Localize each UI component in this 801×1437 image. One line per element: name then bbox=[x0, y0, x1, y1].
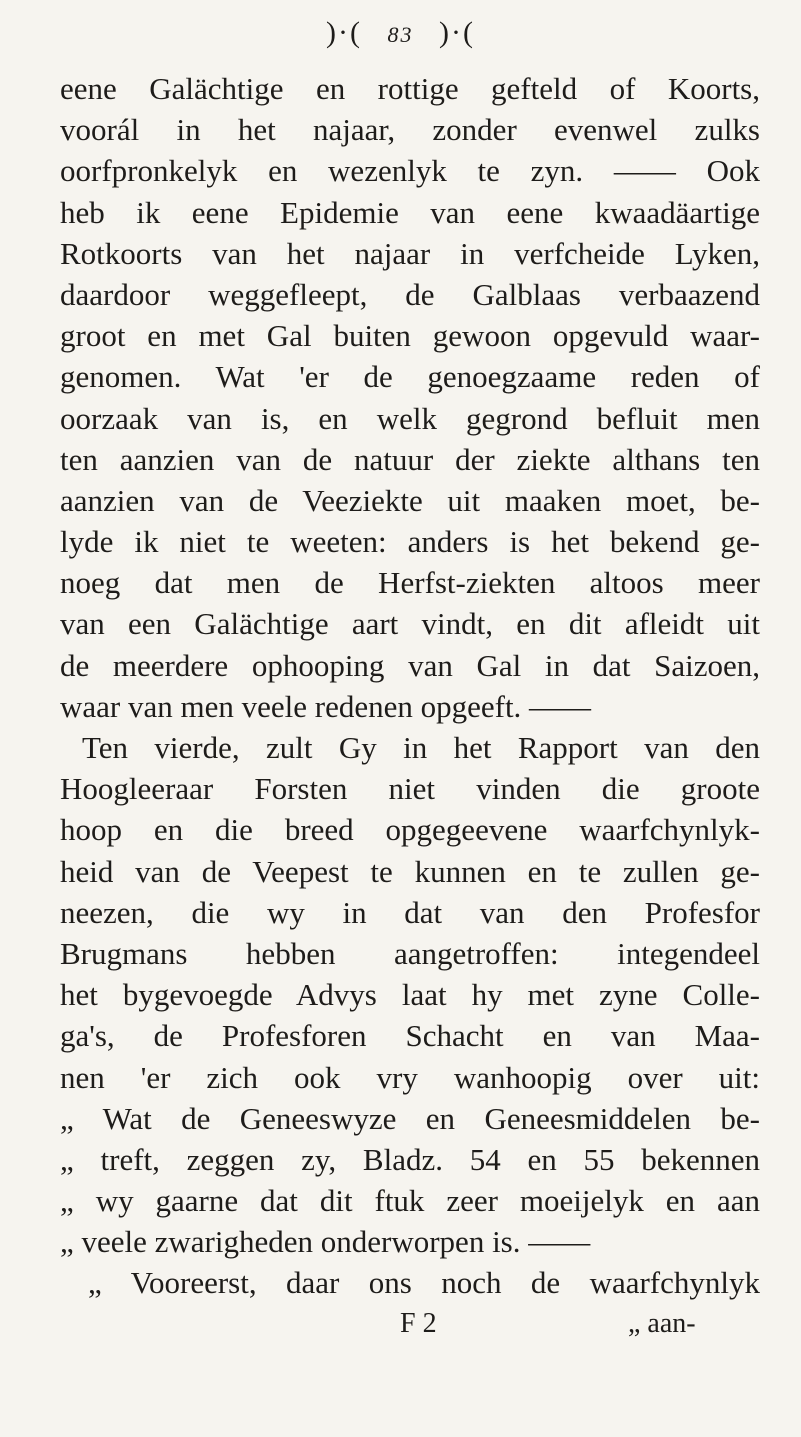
text-line: neezen, die wy in dat van den Profesfor bbox=[60, 894, 760, 930]
text-line: voorál in het najaar, zonder evenwel zulks bbox=[60, 112, 760, 148]
text-line: Rotkoorts van het najaar in verfcheide Lyken, bbox=[60, 235, 760, 271]
text-line: Ten vierde, zult Gy in het Rapport van den bbox=[82, 730, 760, 765]
body-text bbox=[60, 68, 760, 1304]
text-line: „ Wat de Geneeswyze en Geneesmiddelen be- bbox=[60, 1100, 760, 1136]
page-number: 83 bbox=[387, 22, 414, 47]
text-line: ga's, de Profesforen Schacht en van Maa- bbox=[60, 1018, 760, 1054]
text-line: „ Vooreerst, daar ons noch de waarfchynlyk bbox=[88, 1265, 760, 1301]
text-line: „ treft, zeggen zy, Bladz. 54 en 55 bekennen bbox=[60, 1141, 760, 1177]
signature-mark: F 2 bbox=[400, 1308, 437, 1339]
text-line: waar van men veele redenen opgeeft. —— bbox=[60, 688, 592, 724]
text-line: van een Galächtige aart vindt, en dit afleidt uit bbox=[60, 606, 760, 642]
text-line: noeg dat men de Herfst-ziekten altoos meer bbox=[60, 565, 760, 601]
text-line: hoop en die breed opgegeevene waarfchynlyk- bbox=[60, 812, 760, 848]
text-line: groot en met Gal buiten gewoon opgevuld waar- bbox=[60, 318, 760, 354]
text-line: „ veele zwarigheden onderworpen is. —— bbox=[60, 1224, 591, 1260]
catchword: „ aan- bbox=[628, 1308, 696, 1339]
text-line: het bygevoegde Advys laat hy met zyne Colle- bbox=[60, 977, 760, 1013]
text-line: Brugmans hebben aangetroffen: integendeel bbox=[60, 935, 760, 971]
text-line: genomen. Wat 'er de genoegzaame reden of bbox=[60, 359, 760, 395]
text-line: eene Galächtige en rottige gefteld of Koorts, bbox=[60, 71, 760, 106]
text-line: heb ik eene Epidemie van eene kwaadäartige bbox=[60, 194, 760, 230]
text-line: oorfpronkelyk en wezenlyk te zyn. —— Ook bbox=[60, 153, 760, 189]
text-line: „ wy gaarne dat dit ftuk zeer moeijelyk en aan bbox=[60, 1183, 760, 1219]
text-line: daardoor weggefleept, de Galblaas verbaazend bbox=[60, 276, 760, 312]
text-line: de meerdere ophooping van Gal in dat Saizoen, bbox=[60, 647, 760, 683]
text-line: Hoogleeraar Forsten niet vinden die groote bbox=[60, 771, 760, 807]
header-ornament-left: )·( bbox=[326, 16, 362, 49]
header-ornament-right: )·( bbox=[439, 16, 475, 49]
text-line: oorzaak van is, en welk gegrond befluit men bbox=[60, 400, 760, 436]
text-line: ten aanzien van de natuur der ziekte althans ten bbox=[60, 441, 760, 477]
page-header bbox=[0, 16, 801, 50]
text-line: heid van de Veepest te kunnen en te zullen ge- bbox=[60, 853, 760, 889]
text-line: lyde ik niet te weeten: anders is het bekend ge- bbox=[60, 524, 760, 560]
text-line: aanzien van de Veeziekte uit maaken moet, be- bbox=[60, 482, 760, 518]
text-line: nen 'er zich ook vry wanhoopig over uit: bbox=[60, 1059, 760, 1095]
